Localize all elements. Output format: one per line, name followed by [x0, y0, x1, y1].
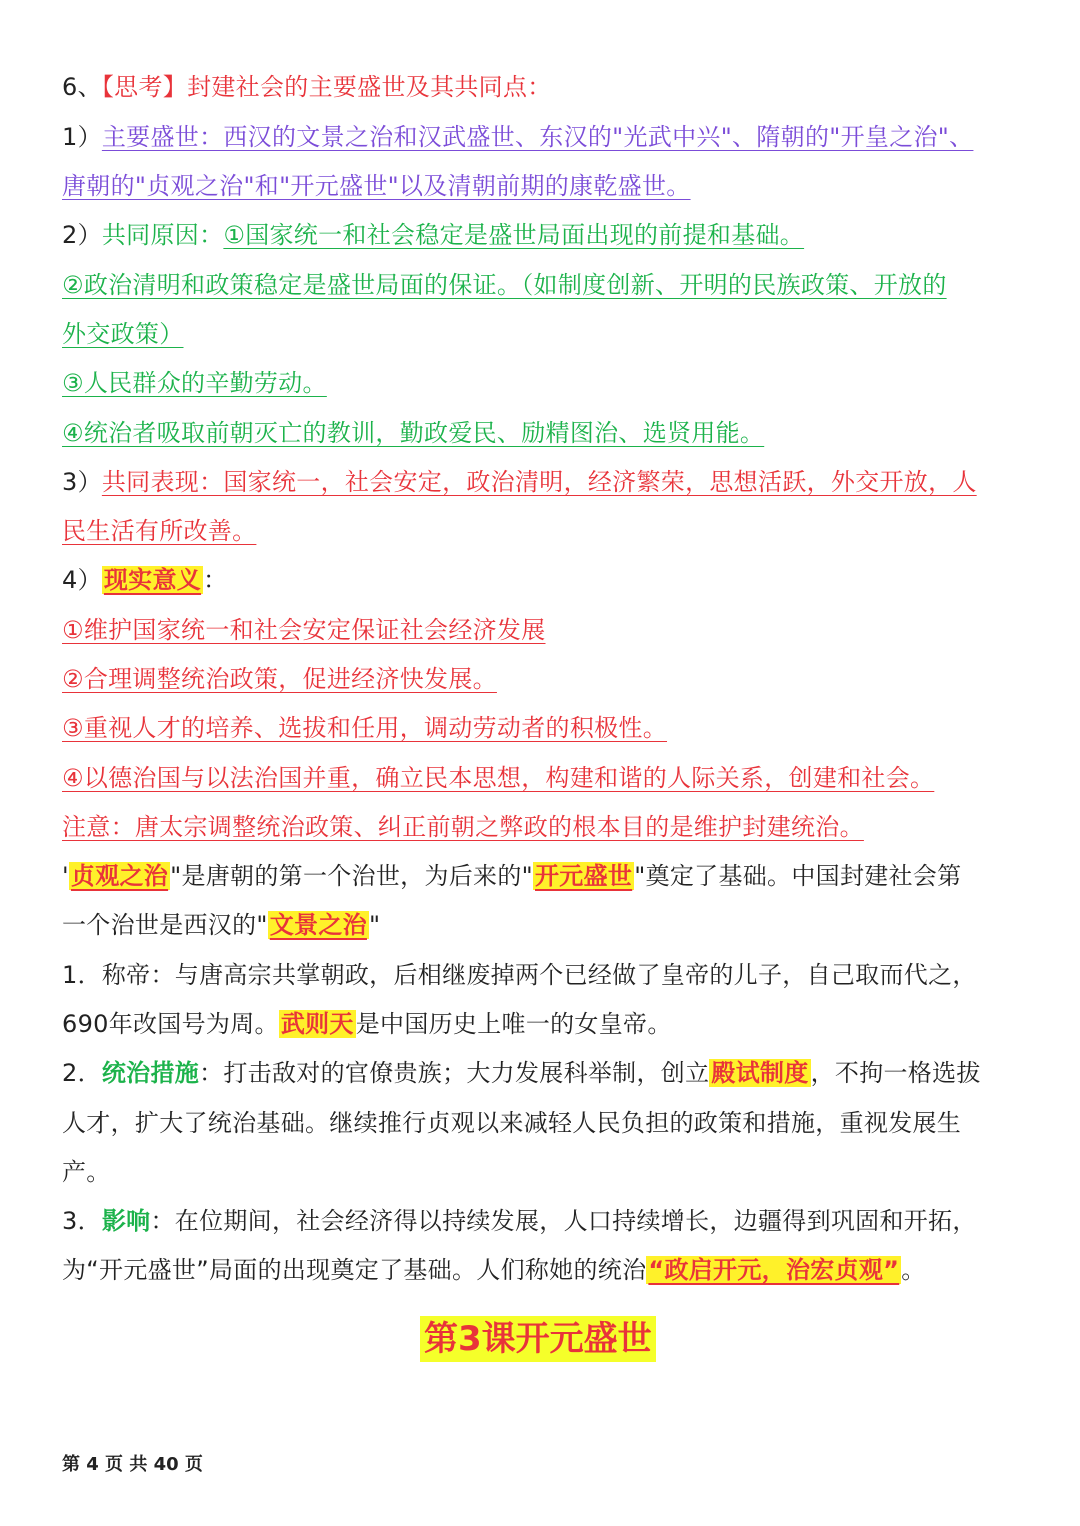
point-2-line-1 — [62, 218, 804, 252]
wu-item-3-end: 。 — [901, 1256, 926, 1284]
wu-item-2-text-3: 产。 — [62, 1158, 111, 1186]
wu-item-1-line-2 — [62, 1007, 672, 1041]
wu-item-2-text-2: 人才，扩大了统治基础。继续推行贞观以来减轻人民负担的政策和措施，重视发展生 — [62, 1109, 962, 1137]
point-1-line-1 — [62, 120, 973, 154]
point-1-text-2: 唐朝的"贞观之治"和"开元盛世"以及清朝前期的康乾盛世。 — [62, 172, 691, 200]
point-1-label: 1） — [62, 123, 102, 151]
wu-item-2-text-a: ：打击敌对的官僚贵族；大力发展科举制，创立 — [199, 1059, 710, 1087]
zhenguan-line-2 — [62, 908, 380, 942]
lesson-title-text: 第3课开元盛世 — [424, 1319, 652, 1359]
point-4-item-3-text: ③重视人才的培养、选拔和任用，调动劳动者的积极性。 — [62, 714, 668, 742]
point-3-line-2 — [62, 514, 256, 548]
point-3-text-2: 民生活有所改善。 — [62, 517, 257, 545]
wu-item-1-prefix: 690年改国号为周。 — [62, 1010, 279, 1038]
wu-item-3-num: 3． — [62, 1207, 102, 1235]
wu-item-2-line-1 — [62, 1056, 981, 1090]
heading-text: 封建社会的主要盛世及其共同点： — [187, 73, 552, 101]
heading-bracket: 【思考】 — [101, 73, 188, 101]
wuzetian-name: 武则天 — [280, 1010, 354, 1038]
lesson-title — [420, 1316, 656, 1362]
point-1-text: 主要盛世：西汉的文景之治和汉武盛世、东汉的"光武中兴"、隋朝的"开皇之治"、 — [101, 123, 974, 151]
point-4-heading — [62, 563, 227, 597]
wenjing-term: 文景之治 — [269, 911, 367, 939]
point-2-item-2-text-2: 外交政策） — [62, 320, 184, 348]
point-4-colon: ： — [203, 566, 228, 594]
zhenguan-line-1 — [62, 859, 961, 893]
wu-item-1-suffix: 是中国历史上唯一的女皇帝。 — [355, 1010, 672, 1038]
wu-item-2-title: 统治措施 — [101, 1059, 200, 1087]
point-2-item-4-text: ④统治者吸取前朝灭亡的教训，勤政爱民、励精图治、选贤用能。 — [62, 419, 765, 447]
point-2-item-3 — [62, 366, 327, 400]
wu-item-3-text: ：在位期间，社会经济得以持续发展，人口持续增长，边疆得到巩固和开拓， — [150, 1207, 977, 1235]
wu-item-3-prefix: 为“开元盛世”局面的出现奠定了基础。人们称她的统治 — [62, 1256, 647, 1284]
point-4-item-4-text: ④以德治国与以法治国并重，确立民本思想，构建和谐的人际关系，创建和社会。 — [62, 764, 935, 792]
point-4-item-3 — [62, 711, 667, 745]
point-2-prefix: 共同原因： — [101, 221, 224, 249]
wu-item-2-text-b: ，不拘一格选拔 — [810, 1059, 981, 1087]
point-4-item-1-text: ①维护国家统一和社会安定保证社会经济发展 — [62, 616, 546, 644]
kaiyuan-term: 开元盛世 — [535, 862, 633, 890]
wu-item-3-quote: “政启开元，治宏贞观” — [648, 1256, 900, 1284]
dianshi-term: 殿试制度 — [711, 1059, 809, 1087]
wu-item-1-text: 与唐高宗共掌朝政，后相继废掉两个已经做了皇帝的儿子，自己取而代之， — [174, 961, 977, 989]
wu-item-2-line-2 — [62, 1106, 961, 1140]
wu-item-3-title: 影响 — [101, 1207, 151, 1235]
point-4-item-2 — [62, 662, 497, 696]
point-2-item-2 — [62, 268, 947, 302]
point-4-item-2-text: ②合理调整统治政策，促进经济快发展。 — [62, 665, 497, 693]
heading-number: 6、 — [62, 73, 102, 101]
point-4-note-text: 注意：唐太宗调整统治政策、纠正前朝之弊政的根本目的是维护封建统治。 — [62, 813, 864, 841]
point-4-item-4 — [62, 761, 934, 795]
zhenguan-term: 贞观之治 — [70, 862, 169, 890]
point-4-note — [62, 810, 864, 844]
section-heading — [62, 70, 552, 104]
point-3-line-1 — [62, 465, 977, 499]
point-2-label: 2） — [62, 221, 102, 249]
wu-item-2-line-3 — [62, 1155, 111, 1189]
point-3-label: 3） — [62, 468, 102, 496]
point-4-label: 4） — [62, 566, 102, 594]
point-2-item-1: ①国家统一和社会稳定是盛世局面出现的前提和基础。 — [223, 221, 805, 249]
point-4-title: 现实意义 — [103, 566, 202, 594]
zhenguan-quote: ' — [62, 862, 69, 890]
page-footer: 第 4 页 共 40 页 — [62, 1454, 203, 1475]
point-2-item-3-text: ③人民群众的辛勤劳动。 — [62, 369, 327, 397]
point-2-item-4 — [62, 416, 764, 450]
zhenguan-line-2-end: " — [368, 911, 381, 939]
wu-item-2-num: 2． — [62, 1059, 102, 1087]
wu-item-1-label: 1．称帝： — [62, 961, 175, 989]
zhenguan-line-2-prefix: 一个治世是西汉的" — [62, 911, 268, 939]
point-2-item-2-cont — [62, 317, 184, 351]
wu-item-3-line-1 — [62, 1204, 977, 1238]
point-1-line-2 — [62, 169, 691, 203]
point-3-text: 共同表现：国家统一，社会安定，政治清明，经济繁荣，思想活跃，外交开放，人 — [101, 468, 977, 496]
wu-item-1-line-1 — [62, 958, 977, 992]
point-2-item-2-text: ②政治清明和政策稳定是盛世局面的保证。（如制度创新、开明的民族政策、开放的 — [62, 271, 947, 299]
zhenguan-tail: "奠定了基础。中国封建社会第 — [634, 862, 962, 890]
wu-item-3-line-2 — [62, 1253, 926, 1287]
point-4-item-1 — [62, 613, 546, 647]
zhenguan-mid: "是唐朝的第一个治世，为后来的" — [170, 862, 533, 890]
